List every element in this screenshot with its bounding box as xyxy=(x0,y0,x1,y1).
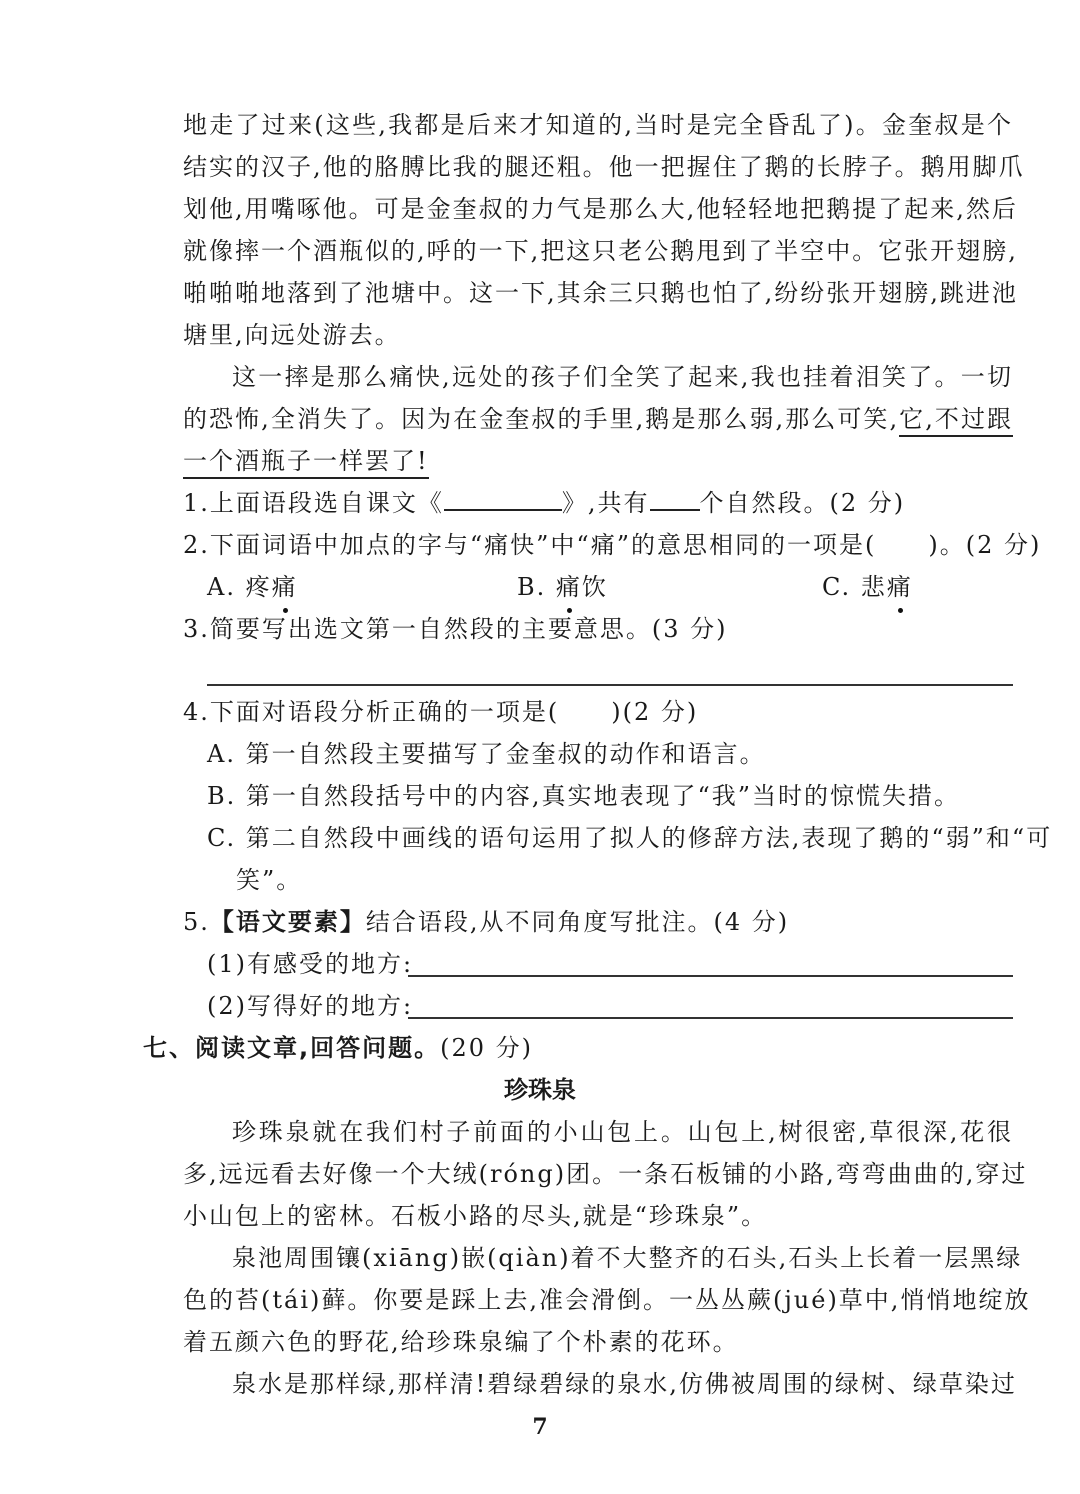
article-line: 小山包上的密林。石板小路的尽头,就是“珍珠泉”。 xyxy=(183,1202,768,1230)
article-title: 珍珠泉 xyxy=(504,1076,576,1104)
question-text: 1.上面语段选自课文《 xyxy=(183,489,444,517)
question-text: 5. xyxy=(183,908,210,936)
option-c[interactable] xyxy=(822,567,913,607)
option-c-continued: 笑”。 xyxy=(236,866,303,894)
passage-line: 啪啪啪地落到了池塘中。这一下,其余三只鹅也怕了,纷纷张开翅膀,跳进池 xyxy=(183,279,1018,307)
option-text: A. 疼 xyxy=(207,573,272,601)
passage-line: 就像摔一个酒瓶似的,呼的一下,把这只老公鹅甩到了半空中。它张开翅膀, xyxy=(183,237,1018,265)
option-text: C. 悲 xyxy=(822,573,887,601)
article-line: 多,远远看去好像一个大绒(róng)团。一条石板铺的小路,弯弯曲曲的,穿过 xyxy=(183,1160,1028,1188)
passage-line: 这一摔是那么痛快,远处的孩子们全笑了起来,我也挂着泪笑了。一切 xyxy=(232,363,1013,391)
option-a[interactable]: A. 第一自然段主要描写了金奎叔的动作和语言。 xyxy=(207,740,766,768)
passage-line xyxy=(183,441,429,481)
q5-sub-1: (1)有感受的地方: xyxy=(207,950,414,978)
question-text: 个自然段。(2 分) xyxy=(699,489,906,517)
dotted-char: 痛 xyxy=(272,567,298,607)
option-c[interactable]: C. 第二自然段中画线的语句运用了拟人的修辞方法,表现了鹅的“弱”和“可 xyxy=(207,824,1053,852)
option-text: B. xyxy=(517,573,556,601)
option-text: 饮 xyxy=(581,573,608,601)
passage-line xyxy=(183,399,1013,439)
question-text: 2.下面词语中加点的字与“痛快”中“痛”的意思相同的一项是( xyxy=(183,531,877,559)
question-text: )(2 分) xyxy=(611,698,699,726)
question-text: )。(2 分) xyxy=(928,531,1042,559)
question-2 xyxy=(183,525,1041,565)
underlined-sentence: 一个酒瓶子一样罢了! xyxy=(183,447,429,479)
passage-line: 地走了过来(这些,我都是后来才知道的,当时是完全昏乱了)。金奎叔是个 xyxy=(183,111,1013,139)
section-heading xyxy=(143,1028,533,1068)
passage-text: 的恐怖,全消失了。因为在金奎叔的手里,鹅是那么弱,那么可笑, xyxy=(183,405,900,433)
answer-line[interactable] xyxy=(408,975,1013,977)
question-tag: 【语文要素】 xyxy=(209,908,366,936)
option-b[interactable]: B. 第一自然段括号中的内容,真实地表现了“我”当时的惊慌失措。 xyxy=(207,782,961,810)
question-text: 4.下面对语段分析正确的一项是( xyxy=(183,698,560,726)
section-heading-text: 七、阅读文章,回答问题。 xyxy=(143,1034,441,1062)
question-text: 结合语段,从不同角度写批注。(4 分) xyxy=(365,908,790,936)
q5-sub-2: (2)写得好的地方: xyxy=(207,992,414,1020)
passage-line: 塘里,向远处游去。 xyxy=(183,321,401,349)
article-line: 珍珠泉就在我们村子前面的小山包上。山包上,树很密,草很深,花很 xyxy=(232,1118,1013,1146)
option-a[interactable] xyxy=(207,567,298,607)
question-text: 》,共有 xyxy=(561,489,650,517)
question-5 xyxy=(183,902,789,942)
answer-line[interactable] xyxy=(207,684,1013,686)
article-line: 着五颜六色的野花,给珍珠泉编了个朴素的花环。 xyxy=(183,1328,739,1356)
section-points: (20 分) xyxy=(440,1034,534,1062)
question-4 xyxy=(183,692,698,732)
underlined-sentence: 它,不过跟 xyxy=(899,405,1013,437)
page-number: 7 xyxy=(532,1414,548,1440)
passage-line: 划他,用嘴啄他。可是金奎叔的力气是那么大,他轻轻地把鹅提了起来,然后 xyxy=(183,195,1018,223)
dotted-char: 痛 xyxy=(556,567,582,607)
answer-line[interactable] xyxy=(408,1017,1013,1019)
answer-blank-count[interactable] xyxy=(650,483,700,511)
passage-line: 结实的汉子,他的胳膊比我的腿还粗。他一把握住了鹅的长脖子。鹅用脚爪 xyxy=(183,153,1025,181)
article-line: 泉池周围镶(xiāng)嵌(qiàn)着不大整齐的石头,石头上长着一层黑绿 xyxy=(232,1244,1023,1272)
answer-blank-lesson[interactable] xyxy=(444,483,562,511)
article-line: 色的苔(tái)藓。你要是踩上去,准会滑倒。一丛丛蕨(jué)草中,悄悄地绽放 xyxy=(183,1286,1031,1314)
question-3: 3.简要写出选文第一自然段的主要意思。(3 分) xyxy=(183,615,728,643)
option-b[interactable] xyxy=(517,567,608,607)
question-1 xyxy=(183,483,905,523)
dotted-char: 痛 xyxy=(887,567,913,607)
article-line: 泉水是那样绿,那样清!碧绿碧绿的泉水,仿佛被周围的绿树、绿草染过 xyxy=(232,1370,1017,1398)
